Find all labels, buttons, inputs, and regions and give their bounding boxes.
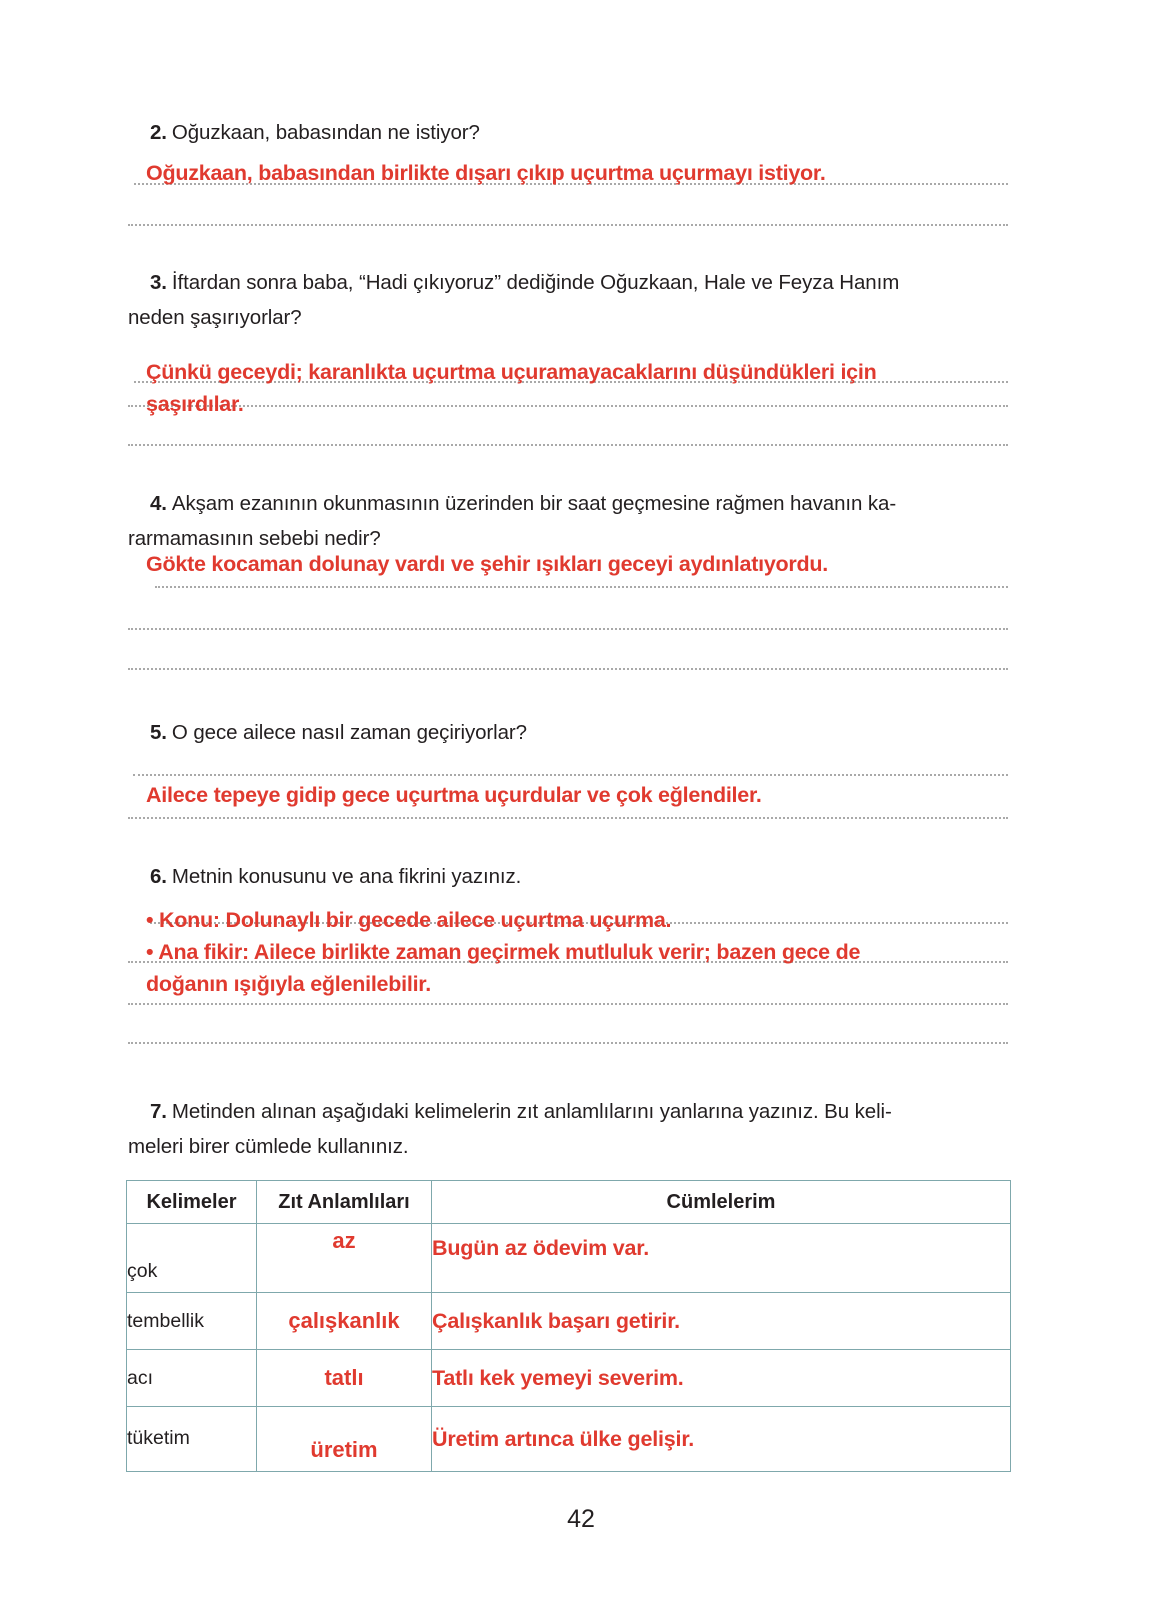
table-cell-antonym: az: [257, 1224, 432, 1293]
question-3-prompt-line-2-wrap: [128, 303, 1008, 332]
question-6-answer-line-3: doğanın ışığıyla eğlenilebilir.: [146, 972, 431, 996]
answer-rule-q4-3: [128, 668, 1008, 670]
table-header-kelimeler: Kelimeler: [127, 1181, 257, 1224]
table-cell-sentence: Tatlı kek yemeyi severim.: [432, 1350, 1011, 1407]
question-3-answer-line-1: Çünkü geceydi; karanlıkta uçurtma uçuramayacaklarını düşündükleri için: [146, 360, 877, 384]
table-cell-antonym: üretim: [257, 1407, 432, 1472]
table-cell-word: tembellik: [127, 1293, 257, 1350]
question-6-prompt: [128, 862, 1008, 891]
table-cell-antonym: tatlı: [257, 1350, 432, 1407]
question-2-answer-line-1: Oğuzkaan, babasından birlikte dışarı çıkıp uçurtma uçurmayı istiyor.: [146, 161, 826, 185]
question-2-prompt-line-1: Oğuzkaan, babasından ne istiyor?: [171, 121, 480, 144]
table-row: [127, 1350, 1011, 1407]
question-3-number: 3.: [150, 271, 167, 294]
answer-rule-q3-2: [128, 405, 1008, 407]
question-4-prompt-line-1: Akşam ezanının okunmasının üzerinden bir saat geçmesine rağmen havanın ka-: [171, 492, 897, 515]
question-6-number: 6.: [150, 865, 167, 888]
answer-rule-q4-1: [155, 586, 1008, 588]
question-6-answer-line-1: • Konu: Dolunaylı bir gecede ailece uçurtma uçurma.: [146, 908, 672, 932]
question-7-prompt-line-2-wrap: [128, 1132, 1008, 1161]
question-5-number: 5.: [150, 721, 167, 744]
answer-rule-q6-4: [128, 1042, 1008, 1044]
table-row: [127, 1224, 1011, 1293]
question-3-prompt-line-2: neden şaşırıyorlar?: [128, 306, 302, 329]
table-cell-word: acı: [127, 1350, 257, 1407]
question-3-prompt: [128, 268, 1008, 297]
question-3-answer-line-2: şaşırdılar.: [146, 392, 244, 416]
table-header-row: [127, 1181, 1011, 1224]
question-7-number: 7.: [150, 1100, 167, 1123]
answer-rule-q3-3: [128, 444, 1008, 446]
question-6-answer-line-2: • Ana fikir: Ailece birlikte zaman geçirmek mutluluk verir; bazen gece de: [146, 940, 861, 964]
answer-rule-q5-2: [128, 817, 1008, 819]
answer-rule-q2-2: [128, 224, 1008, 226]
table-header-zit-anlamlilari: Zıt Anlamlıları: [257, 1181, 432, 1224]
question-5-prompt: [128, 718, 1008, 747]
table-row: [127, 1293, 1011, 1350]
table-header-cumlelerim: Cümlelerim: [432, 1181, 1011, 1224]
table-cell-sentence: Bugün az ödevim var.: [432, 1224, 1011, 1293]
question-4-prompt: [128, 489, 1008, 518]
question-3-prompt-line-1: İftardan sonra baba, “Hadi çıkıyoruz” dediğinde Oğuzkaan, Hale ve Feyza Hanım: [171, 271, 900, 294]
answer-rule-q5-1: [133, 774, 1008, 776]
question-6-prompt-line-1: Metnin konusunu ve ana fikrini yazınız.: [171, 865, 522, 888]
question-4-answer-line-1: Gökte kocaman dolunay vardı ve şehir ışıkları geceyi aydınlatıyordu.: [146, 552, 829, 576]
question-2-number: 2.: [150, 121, 167, 144]
table-cell-word: tüketim: [127, 1407, 257, 1472]
question-2-prompt: [128, 118, 1008, 147]
table-row: [127, 1407, 1011, 1472]
question-4-number: 4.: [150, 492, 167, 515]
answer-rule-q6-3: [128, 1003, 1008, 1005]
antonyms-table: [126, 1180, 1011, 1472]
answer-rule-q4-2: [128, 628, 1008, 630]
question-4-prompt-line-2: rarmamasının sebebi nedir?: [128, 527, 381, 550]
question-7-prompt: [128, 1097, 1008, 1126]
table-cell-word: çok: [127, 1224, 257, 1293]
table-cell-sentence: Üretim artınca ülke gelişir.: [432, 1407, 1011, 1472]
question-5-prompt-line-1: O gece ailece nasıl zaman geçiriyorlar?: [171, 721, 527, 744]
table-cell-antonym: çalışkanlık: [257, 1293, 432, 1350]
question-7-prompt-line-1: Metinden alınan aşağıdaki kelimelerin zıt anlamlılarını yanlarına yazınız. Bu keli-: [171, 1100, 892, 1123]
question-5-answer-line-1: Ailece tepeye gidip gece uçurtma uçurdular ve çok eğlendiler.: [146, 783, 762, 807]
question-7-prompt-line-2: meleri birer cümlede kullanınız.: [128, 1135, 409, 1158]
table-cell-sentence: Çalışkanlık başarı getirir.: [432, 1293, 1011, 1350]
page-number: 42: [567, 1505, 595, 1533]
